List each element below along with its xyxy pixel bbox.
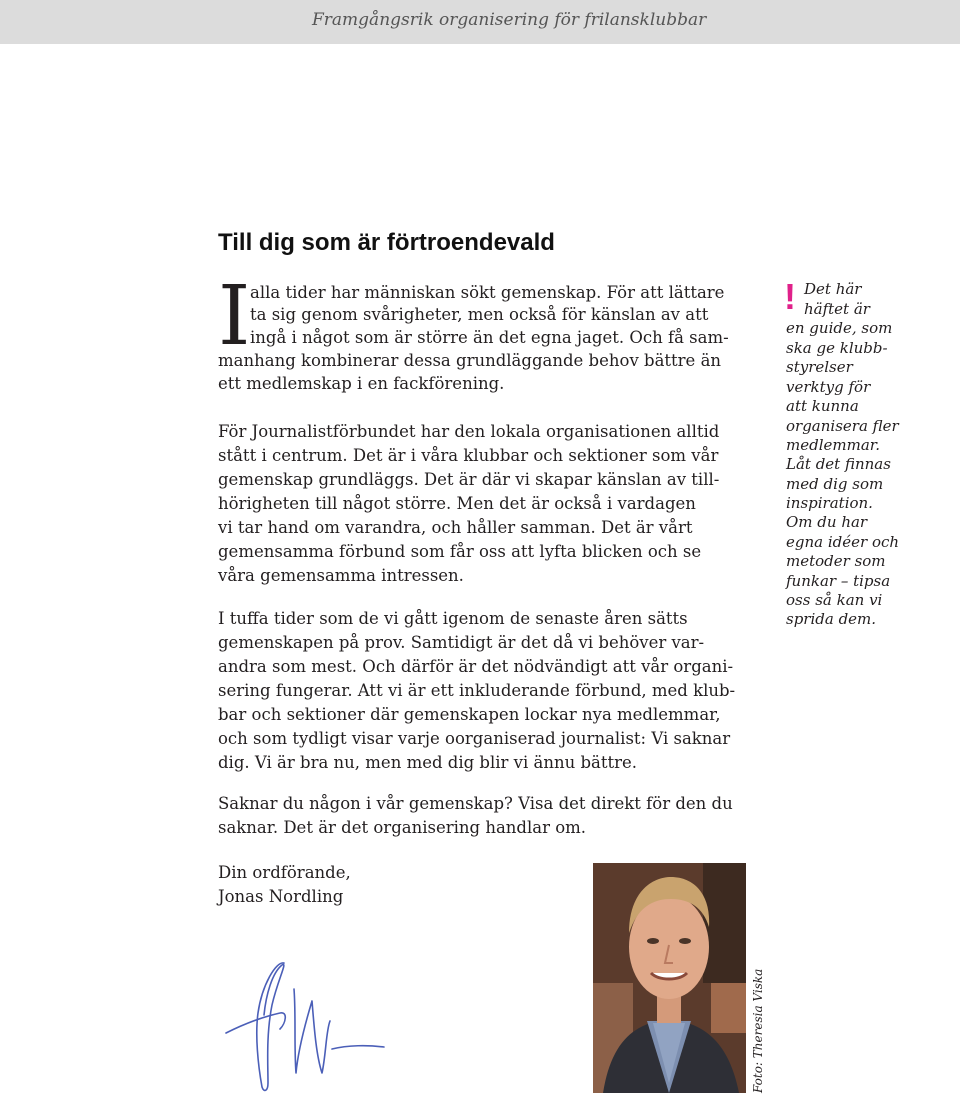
p1-line: ingå i något som är större än det egna jaget. Och få sam-: [250, 328, 729, 347]
text-line: andra som mest. Och därför är det nödvändigt att vår organi-: [218, 657, 734, 676]
exclamation-icon: !: [784, 276, 796, 317]
text-line: hörigheten till något större. Men det är också i vardagen: [218, 494, 696, 513]
photo-credit: Foto: Theresia Viska: [751, 968, 765, 1093]
sidebar-line: Det här: [804, 280, 862, 298]
text-line: Saknar du någon i vår gemenskap? Visa det direkt för den du: [218, 794, 733, 813]
text-line: stått i centrum. Det är i våra klubbar och sektioner som vår: [218, 446, 719, 465]
text-line: dig. Vi är bra nu, men med dig blir vi ännu bättre.: [218, 753, 638, 772]
sidebar-line: sprida dem.: [786, 610, 877, 628]
signature-image: [222, 955, 392, 1095]
sidebar-line: funkar – tipsa: [786, 572, 891, 590]
text-line: saknar. Det är det organisering handlar om.: [218, 818, 587, 837]
p1-line: ett medlemskap i en fackförening.: [218, 374, 505, 393]
paragraph-3: [218, 607, 763, 775]
sidebar-line: verktyg för: [786, 378, 871, 396]
sidebar-line: ska ge klubb-: [786, 339, 888, 357]
sidebar-line: häftet är: [804, 300, 870, 318]
text-line: gemenskap grundläggs. Det är där vi skapar känslan av till-: [218, 470, 720, 489]
sidebar-line: med dig som: [786, 475, 884, 493]
text-line: gemenskapen på prov. Samtidigt är det då vi behöver var-: [218, 633, 705, 652]
sidebar-line: att kunna: [786, 397, 859, 415]
sidebar-line: medlemmar.: [786, 436, 881, 454]
text-line: vi tar hand om varandra, och håller samman. Det är vårt: [218, 518, 693, 537]
sidebar-line: inspiration.: [786, 494, 873, 512]
paragraph-4: [218, 792, 763, 840]
sidebar-line: styrelser: [786, 358, 853, 376]
p1-line: ta sig genom svårigheter, men också för känslan av att: [250, 305, 709, 324]
sidebar-line: metoder som: [786, 552, 886, 570]
text-line: bar och sektioner där gemenskapen lockar nya medlemmar,: [218, 705, 721, 724]
text-line: och som tydligt visar varje oorganiserad journalist: Vi saknar: [218, 729, 731, 748]
header-band: [0, 0, 960, 44]
sidebar-line: Låt det finnas: [786, 455, 891, 473]
p1-line: manhang kombinerar dessa grundläggande behov bättre än: [218, 351, 722, 370]
text-line: I tuffa tider som de vi gått igenom de senaste åren sätts: [218, 609, 688, 628]
text-line: Din ordförande,: [218, 863, 351, 882]
text-line: För Journalistförbundet har den lokala organisationen alltid: [218, 422, 720, 441]
sidebar-line: egna idéer och: [786, 533, 900, 551]
sidebar-line: organisera fler: [786, 417, 899, 435]
text-line: Jonas Nordling: [218, 887, 344, 906]
header-title: Framgångsrik organisering för frilansklubbar: [312, 10, 707, 30]
drop-cap: I: [218, 269, 251, 364]
sidebar-line: Om du har: [786, 513, 868, 531]
text-line: sering fungerar. Att vi är ett inkluderande förbund, med klub-: [218, 681, 736, 700]
sidebar-line: oss så kan vi: [786, 591, 883, 609]
page-title: Till dig som är förtroendevald: [218, 229, 555, 256]
paragraph-2: [218, 420, 763, 588]
text-line: våra gemensamma intressen.: [218, 566, 464, 585]
portrait-photo: [593, 863, 746, 1093]
text-line: gemensamma förbund som får oss att lyfta blicken och se: [218, 542, 702, 561]
p1-line: alla tider har människan sökt gemenskap. För att lättare: [250, 283, 725, 302]
sidebar-line: en guide, som: [786, 319, 893, 337]
